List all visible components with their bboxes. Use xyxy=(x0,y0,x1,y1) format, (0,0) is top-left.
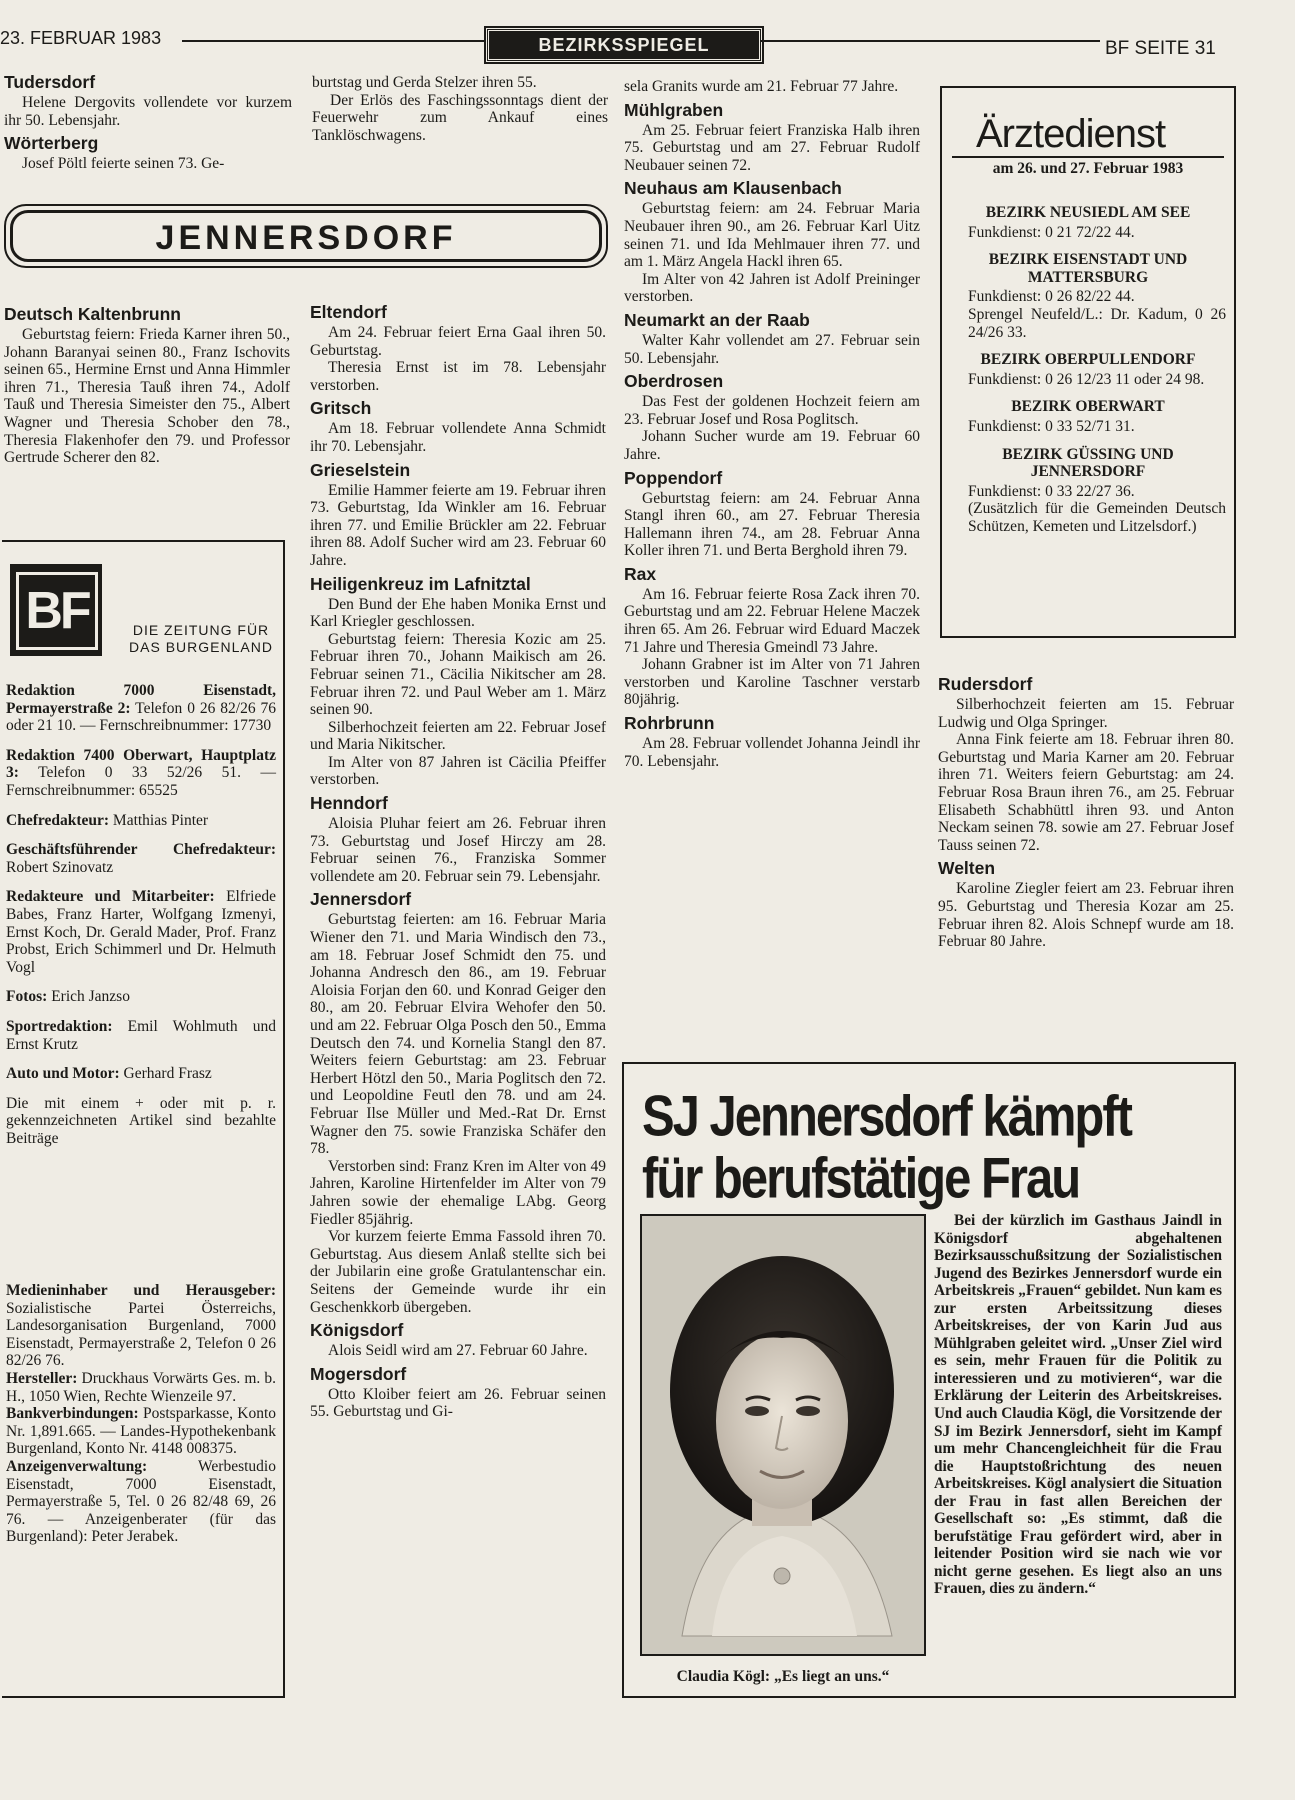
header-date: 23. FEBRUAR 1983 xyxy=(0,28,162,48)
section-paragraph: Walter Kahr vollendet am 27. Februar sein 50. Lebensjahr. xyxy=(624,331,920,367)
impressum-label: Medieninhaber und Herausgeber: xyxy=(6,1282,276,1299)
impressum-entry xyxy=(6,1458,276,1546)
aerztedienst-entries xyxy=(950,204,1226,536)
impressum-text: Postsparkasse, Konto Nr. 1,891.665. — Landes-Hypothekenbank Burgenland, Konto Nr. 4148 008375. xyxy=(6,1405,276,1458)
section-heading: Gritsch xyxy=(310,398,372,419)
section-label: BEZIRKSSPIEGEL xyxy=(486,28,762,62)
section-paragraph: Am 24. Februar feiert Erna Gaal ihren 50. Geburtstag. xyxy=(310,324,606,359)
article-body: Bei der kürzlich im Gasthaus Jaindl in Königsdorf abgehaltenen Bezirksausschußsitzung der Sozialistischen Jugend des Bezirkes Jennersdorf wurde ein Arbeitskreis „Frauen“ gebildet. Nun kam es zur ersten Arbeitssitzung dieses Arbeitskreises, der von Karin Jud aus Mühlgraben geleitet wird. „Unser Ziel wird es sein, mehr Frauen für die Politik zu interessieren und zu motivieren“, war die Erklärung der Leiterin des Arbeitskreises. Und auch Claudia Kögl, die Vorsitzende der SJ im Bezirk Jennersdorf, sieht im Kampf um mehr Chancengleichheit für die Frau die Hauptstoßrichtung des neuen Arbeitskreises. Kögl analysiert die Situation der Frau in fast allen Bereichen der Gesellschaft so: „Es stimmt, daß die berufstätige Frau gefördert wird, aber in leitender Position wird sie nach wie vor nicht gerne gesehen. Es liegt also an uns Frauen, dies zu ändern.“ xyxy=(934,1212,1222,1598)
section-heading: Mühlgraben xyxy=(624,99,724,120)
section-paragraph: Im Alter von 42 Jahren ist Adolf Preininger verstorben. xyxy=(624,270,920,306)
section-paragraph: Geburtstag feiern: Frieda Karner ihren 50., Johann Baranyai seinen 80., Franz Ischovits seinen 65., Hermine Ernst und Anna Himmler ihren 71., Theresia Tauß ihren 74., Adolf Tauß und Theresia Simeister den 75., Albert Wagner und Theresia Schober den 78., Theresia Flakenhofer den 79. und Professor Gertrude Scherer den 82. xyxy=(4,326,290,467)
section-heading: Neuhaus am Klausenbach xyxy=(624,178,842,199)
article-headline-1: SJ Jennersdorf kämpft xyxy=(642,1084,1131,1149)
section-paragraph: Theresia Ernst ist im 78. Lebensjahr verstorben. xyxy=(310,359,606,394)
impressum-text: Robert Szinovatz xyxy=(6,858,114,876)
section-paragraph: Johann Sucher wurde am 19. Februar 60 Jahre. xyxy=(624,428,920,463)
section-heading: Königsdorf xyxy=(310,1320,404,1341)
impressum-items xyxy=(6,682,276,1159)
section-heading: Oberdrosen xyxy=(624,371,724,392)
impressum-tagline: DIE ZEITUNG FÜR DAS BURGENLAND xyxy=(129,622,273,655)
column-2 xyxy=(310,298,606,1421)
top-column-1 xyxy=(4,68,292,173)
aerzte-line: Funkdienst: 0 33 52/71 31. xyxy=(968,417,1135,435)
impressum-text: Emil Wohlmuth und Ernst Krutz xyxy=(6,1017,276,1053)
article-headline-2: für berufstätige Frau xyxy=(642,1146,1080,1211)
aerzte-district: BEZIRK OBERWART xyxy=(1011,398,1165,416)
section-heading: Jennersdorf xyxy=(310,889,412,910)
aerzte-line: Funkdienst: 0 26 12/23 11 oder 24 98. xyxy=(968,370,1205,388)
impressum-entry xyxy=(6,1405,276,1458)
section-paragraph: Vor kurzem feierte Emma Fassold ihren 70. Geburtstag. Aus diesem Anlaß stellte sich bei der Jubilarin eine große Gratulantenschar ein. Seitens der Gemeinde wurde ihr ein Geschenkkorb übergeben. xyxy=(310,1228,606,1316)
impressum-entry xyxy=(6,1065,276,1083)
section-heading: Welten xyxy=(938,858,996,879)
section-heading: Heiligenkreuz im Lafnitztal xyxy=(310,573,531,594)
section-heading: Eltendorf xyxy=(310,302,387,322)
section-paragraph: Am 18. Februar vollendete Anna Schmidt ihr 70. Lebensjahr. xyxy=(310,420,606,455)
impressum-label: Bankverbindungen: xyxy=(6,1405,139,1423)
impressum-label: Sportredaktion: xyxy=(6,1017,113,1035)
banner-title: JENNERSDORF xyxy=(155,219,457,257)
column-1 xyxy=(4,300,290,467)
impressum-label: Anzeigenverwaltung: xyxy=(6,1457,148,1475)
section-paragraph: Der Erlös des Faschingssonntags dient der Feuerwehr zum Ankauf eines Tanklöschwagens. xyxy=(312,91,608,144)
impressum-entry xyxy=(6,841,276,876)
page-number: BF SEITE 31 xyxy=(1105,38,1216,59)
section-heading: Rudersdorf xyxy=(938,674,1033,694)
section-paragraph: Silberhochzeit feierten am 15. Februar Ludwig und Olga Springer. xyxy=(938,696,1234,731)
section-paragraph: Am 25. Februar feiert Franziska Halb ihren 75. Geburtstag und am 27. Februar Rudolf Neubauer seinen 72. xyxy=(624,121,920,174)
article-box xyxy=(622,1062,1236,1698)
column-4 xyxy=(938,670,1234,951)
section-heading: Mogersdorf xyxy=(310,1363,407,1384)
impressum-text: Elfriede Babes, Franz Harter, Wolfgang Izmenyi, Ernst Koch, Dr. Gerald Mader, Prof. Franz Probst, Erich Schimmerl und Dr. Helmuth Vogl xyxy=(6,888,276,976)
impressum-entry xyxy=(6,682,276,735)
photo-caption: Claudia Kögl: „Es liegt an uns.“ xyxy=(676,1668,890,1685)
impressum-text: Telefon 0 33 52/26 51. — Fernschreibnummer: 65525 xyxy=(6,764,276,799)
aerztedienst-title: Ärztedienst xyxy=(976,112,1166,156)
section-paragraph: Geburtstag feiern: am 24. Februar Maria Neubauer ihren 90., am 26. Februar Karl Uitz seinen 71. und Ida Mehlmauer ihren 77. und am 1. März Angela Hackl ihren 65. xyxy=(624,200,920,271)
section-heading: Grieselstein xyxy=(310,459,411,480)
section-heading: Tudersdorf xyxy=(4,72,96,92)
header-rule-right xyxy=(760,40,1100,42)
impressum-label: Hersteller: xyxy=(6,1369,78,1387)
aerzte-district: BEZIRK GÜSSING UND JENNERSDORF xyxy=(1002,445,1174,481)
aerzte-line: (Zusätzlich für die Gemeinden Deutsch Schützen, Kemeten und Litzelsdorf.) xyxy=(968,500,1226,535)
column-3 xyxy=(624,78,920,770)
impressum-entry xyxy=(6,988,276,1006)
impressum-entry xyxy=(6,1282,276,1370)
section-paragraph: burtstag und Gerda Stelzer ihren 55. xyxy=(312,74,537,91)
section-paragraph: Am 16. Februar feierte Rosa Zack ihren 70. Geburtstag und am 22. Februar Helene Maczek ihren 65. Am 26. Februar wird Eduard Maczek 71 Jahre und Theresia Gmeindl 73 Jahre. xyxy=(624,585,920,656)
impressum-label: Geschäftsführender Chefredakteur: xyxy=(6,841,276,859)
section-paragraph: Im Alter von 87 Jahren ist Cäcilia Pfeiffer verstorben. xyxy=(310,753,606,789)
section-paragraph: Anna Fink feierte am 18. Februar ihren 80. Geburtstag und Maria Karner am 20. Februar ihren 71. Weiters feiern Geburtstag: am 24. Februar Rosa Braun ihren 76., am 25. Februar Elisabeth Schabhüttl ihren 93. und Anton Neckam seinen 78. sowie am 27. Februar Josef Tauss seinen 72. xyxy=(938,731,1234,854)
portrait-illustration xyxy=(642,1216,924,1654)
aerzte-line: Funkdienst: 0 21 72/22 44. xyxy=(968,223,1135,241)
section-paragraph: Emilie Hammer feierte am 19. Februar ihren 73. Geburtstag, Ida Winkler am 16. Februar ihren 77. und Emilie Brückler am 22. Februar ihren 88. Adolf Sucher wird am 23. Februar 60 Jahre. xyxy=(310,481,606,569)
impressum-footer xyxy=(6,1282,276,1546)
impressum-entry xyxy=(6,1370,276,1405)
aerztedienst-title-underline xyxy=(952,156,1224,158)
section-paragraph: Geburtstag feiern: Theresia Kozic am 25. Februar ihren 70., Johann Maikisch am 26. Februar seinen 71., Cäcilia Nikitscher am 28. Februar ihren 72. und Paul Weber am 1. März seinen 90. xyxy=(310,630,606,719)
aerzte-line: Funkdienst: 0 33 22/27 36. xyxy=(968,482,1135,500)
section-paragraph: Geburtstag feierten: am 16. Februar Maria Wiener den 71. und Maria Windisch den 73., am 18. Februar Josef Schmidt den 75. und Johanna Andresch den 86., am 19. Februar Aloisia Forjan den 60. und Konrad Geiger den 80., am 20. Februar Elvira Wehofer den 50. und am 22. Februar Olga Posch den 50., Emma Deutsch den 74. und Kornelia Stangl den 87. Weiters feiern Geburtstag: am 23. Februar Herbert Hötzl den 50., Maria Poglitsch den 72. und Leopoldine Feutl den 78. und am 24. Februar Ilse Müller und Med.-Rat Dr. Ernst Wagner den 75. sowie Franziska Schäfer den 78. xyxy=(310,911,606,1158)
impressum-label: Chefredakteur: xyxy=(6,811,110,829)
impressum-entry xyxy=(6,747,276,800)
section-paragraph: Den Bund der Ehe haben Monika Ernst und Karl Kriegler geschlossen. xyxy=(310,595,606,631)
impressum-box xyxy=(2,540,285,1698)
bf-logo-text: BF xyxy=(16,572,98,650)
section-heading: Deutsch Kaltenbrunn xyxy=(4,304,181,324)
impressum-text: Druckhaus Vorwärts Ges. m. b. H., 1050 Wien, Rechte Wienzeile 97. xyxy=(6,1369,276,1405)
section-paragraph: Alois Seidl wird am 27. Februar 60 Jahre. xyxy=(328,1342,588,1360)
aerzte-line: Funkdienst: 0 26 82/22 44. xyxy=(968,288,1135,306)
section-paragraph: Verstorben sind: Franz Kren im Alter von 49 Jahren, Karoline Hirtenfelder im Alter von 79 Jahren sowie der ehemalige LAbg. Georg Fiedler 85jährig. xyxy=(310,1157,606,1228)
aerztedienst-date: am 26. und 27. Februar 1983 xyxy=(992,160,1184,177)
impressum-text: Die mit einem + oder mit p. r. gekennzeichneten Artikel sind bezahlte Beiträge xyxy=(6,1094,276,1147)
section-paragraph: Am 28. Februar vollendet Johanna Jeindl ihr 70. Lebensjahr. xyxy=(624,735,920,770)
aerzte-line: Sprengel Neufeld/L.: Dr. Kadum, 0 26 24/26 33. xyxy=(968,305,1226,341)
bf-logo xyxy=(10,564,102,656)
impressum-entry xyxy=(6,888,276,976)
impressum-entry xyxy=(6,812,276,830)
jennersdorf-banner xyxy=(4,204,608,268)
impressum-label: Redakteure und Mitarbeiter: xyxy=(6,888,215,906)
section-heading: Henndorf xyxy=(310,793,388,814)
section-paragraph: sela Granits wurde am 21. Februar 77 Jahre. xyxy=(624,78,899,95)
aerztedienst-box xyxy=(940,86,1236,638)
section-paragraph: Helene Dergovits vollendete vor kurzem ihr 50. Lebensjahr. xyxy=(4,94,292,129)
impressum-text: Sozialistische Partei Österreichs, Landesorganisation Burgenland, 7000 Eisenstadt, Permayerstraße 2, Telefon 0 26 82/26 76. xyxy=(6,1299,276,1370)
article-photo xyxy=(640,1214,926,1656)
impressum-text: Werbestudio Eisenstadt, 7000 Eisenstadt, Permayerstraße 5, Tel. 0 26 82/48 69, 26 76. — Anzeigenberater (für das Burgenland): Peter Jerabek. xyxy=(6,1457,276,1546)
impressum-text: Gerhard Frasz xyxy=(119,1065,212,1083)
section-paragraph: Silberhochzeit feierten am 22. Februar Josef und Maria Nikitscher. xyxy=(310,718,606,754)
section-paragraph: Josef Pöltl feierte seinen 73. Ge- xyxy=(22,155,225,173)
impressum-text: Matthias Pinter xyxy=(109,811,209,829)
impressum-label: Fotos: xyxy=(6,988,48,1006)
top-column-2 xyxy=(312,74,608,144)
impressum-label: Redaktion 7400 Oberwart, Hauptplatz 3: xyxy=(6,746,276,782)
aerzte-district: BEZIRK OBERPULLENDORF xyxy=(980,351,1196,369)
section-paragraph: Karoline Ziegler feiert am 23. Februar ihren 95. Geburtstag und Theresia Kozar am 25. Februar ihren 82. Alois Schnepf wurde am 18. Februar 80 Jahre. xyxy=(938,880,1234,951)
impressum-label: Redaktion 7000 Eisenstadt, Permayerstraße 2: xyxy=(6,682,276,717)
section-heading: Wörterberg xyxy=(4,133,99,154)
section-heading: Rohrbrunn xyxy=(624,713,715,734)
aerzte-district: BEZIRK EISENSTADT UND MATTERSBURG xyxy=(988,251,1188,286)
section-paragraph: Geburtstag feiern: am 24. Februar Anna Stangl ihren 60., am 27. Februar Theresia Hallemann ihren 74., am 28. Februar Anna Koller ihren 71. und Berta Berghold ihren 79. xyxy=(624,489,920,560)
section-paragraph: Aloisia Pluhar feiert am 26. Februar ihren 73. Geburtstag und Josef Hirczy am 28. Februar seinen 76., Franziska Sommer vollendete am 20. Februar sein 79. Lebensjahr. xyxy=(310,815,606,885)
impressum-text: Telefon 0 26 82/26 76 oder 21 10. — Fernschreibnummer: 17730 xyxy=(6,699,276,735)
section-paragraph: Das Fest der goldenen Hochzeit feiern am 23. Februar Josef und Rosa Poglitsch. xyxy=(624,393,920,428)
impressum-text: Erich Janzso xyxy=(47,988,130,1006)
impressum-entry xyxy=(6,1018,276,1053)
impressum-label: Auto und Motor: xyxy=(6,1065,120,1083)
impressum-entry xyxy=(6,1095,276,1148)
section-heading: Neumarkt an der Raab xyxy=(624,309,810,330)
header-rule-left xyxy=(182,40,484,42)
section-paragraph: Otto Kloiber feiert am 26. Februar seinen 55. Geburtstag und Gi- xyxy=(310,1385,606,1421)
section-paragraph: Johann Grabner ist im Alter von 71 Jahren verstorben und Karoline Taschner verstarb 80jährig. xyxy=(624,656,920,709)
section-heading: Rax xyxy=(624,563,657,584)
section-heading: Poppendorf xyxy=(624,467,723,488)
aerzte-district: BEZIRK NEUSIEDL AM SEE xyxy=(985,204,1191,221)
